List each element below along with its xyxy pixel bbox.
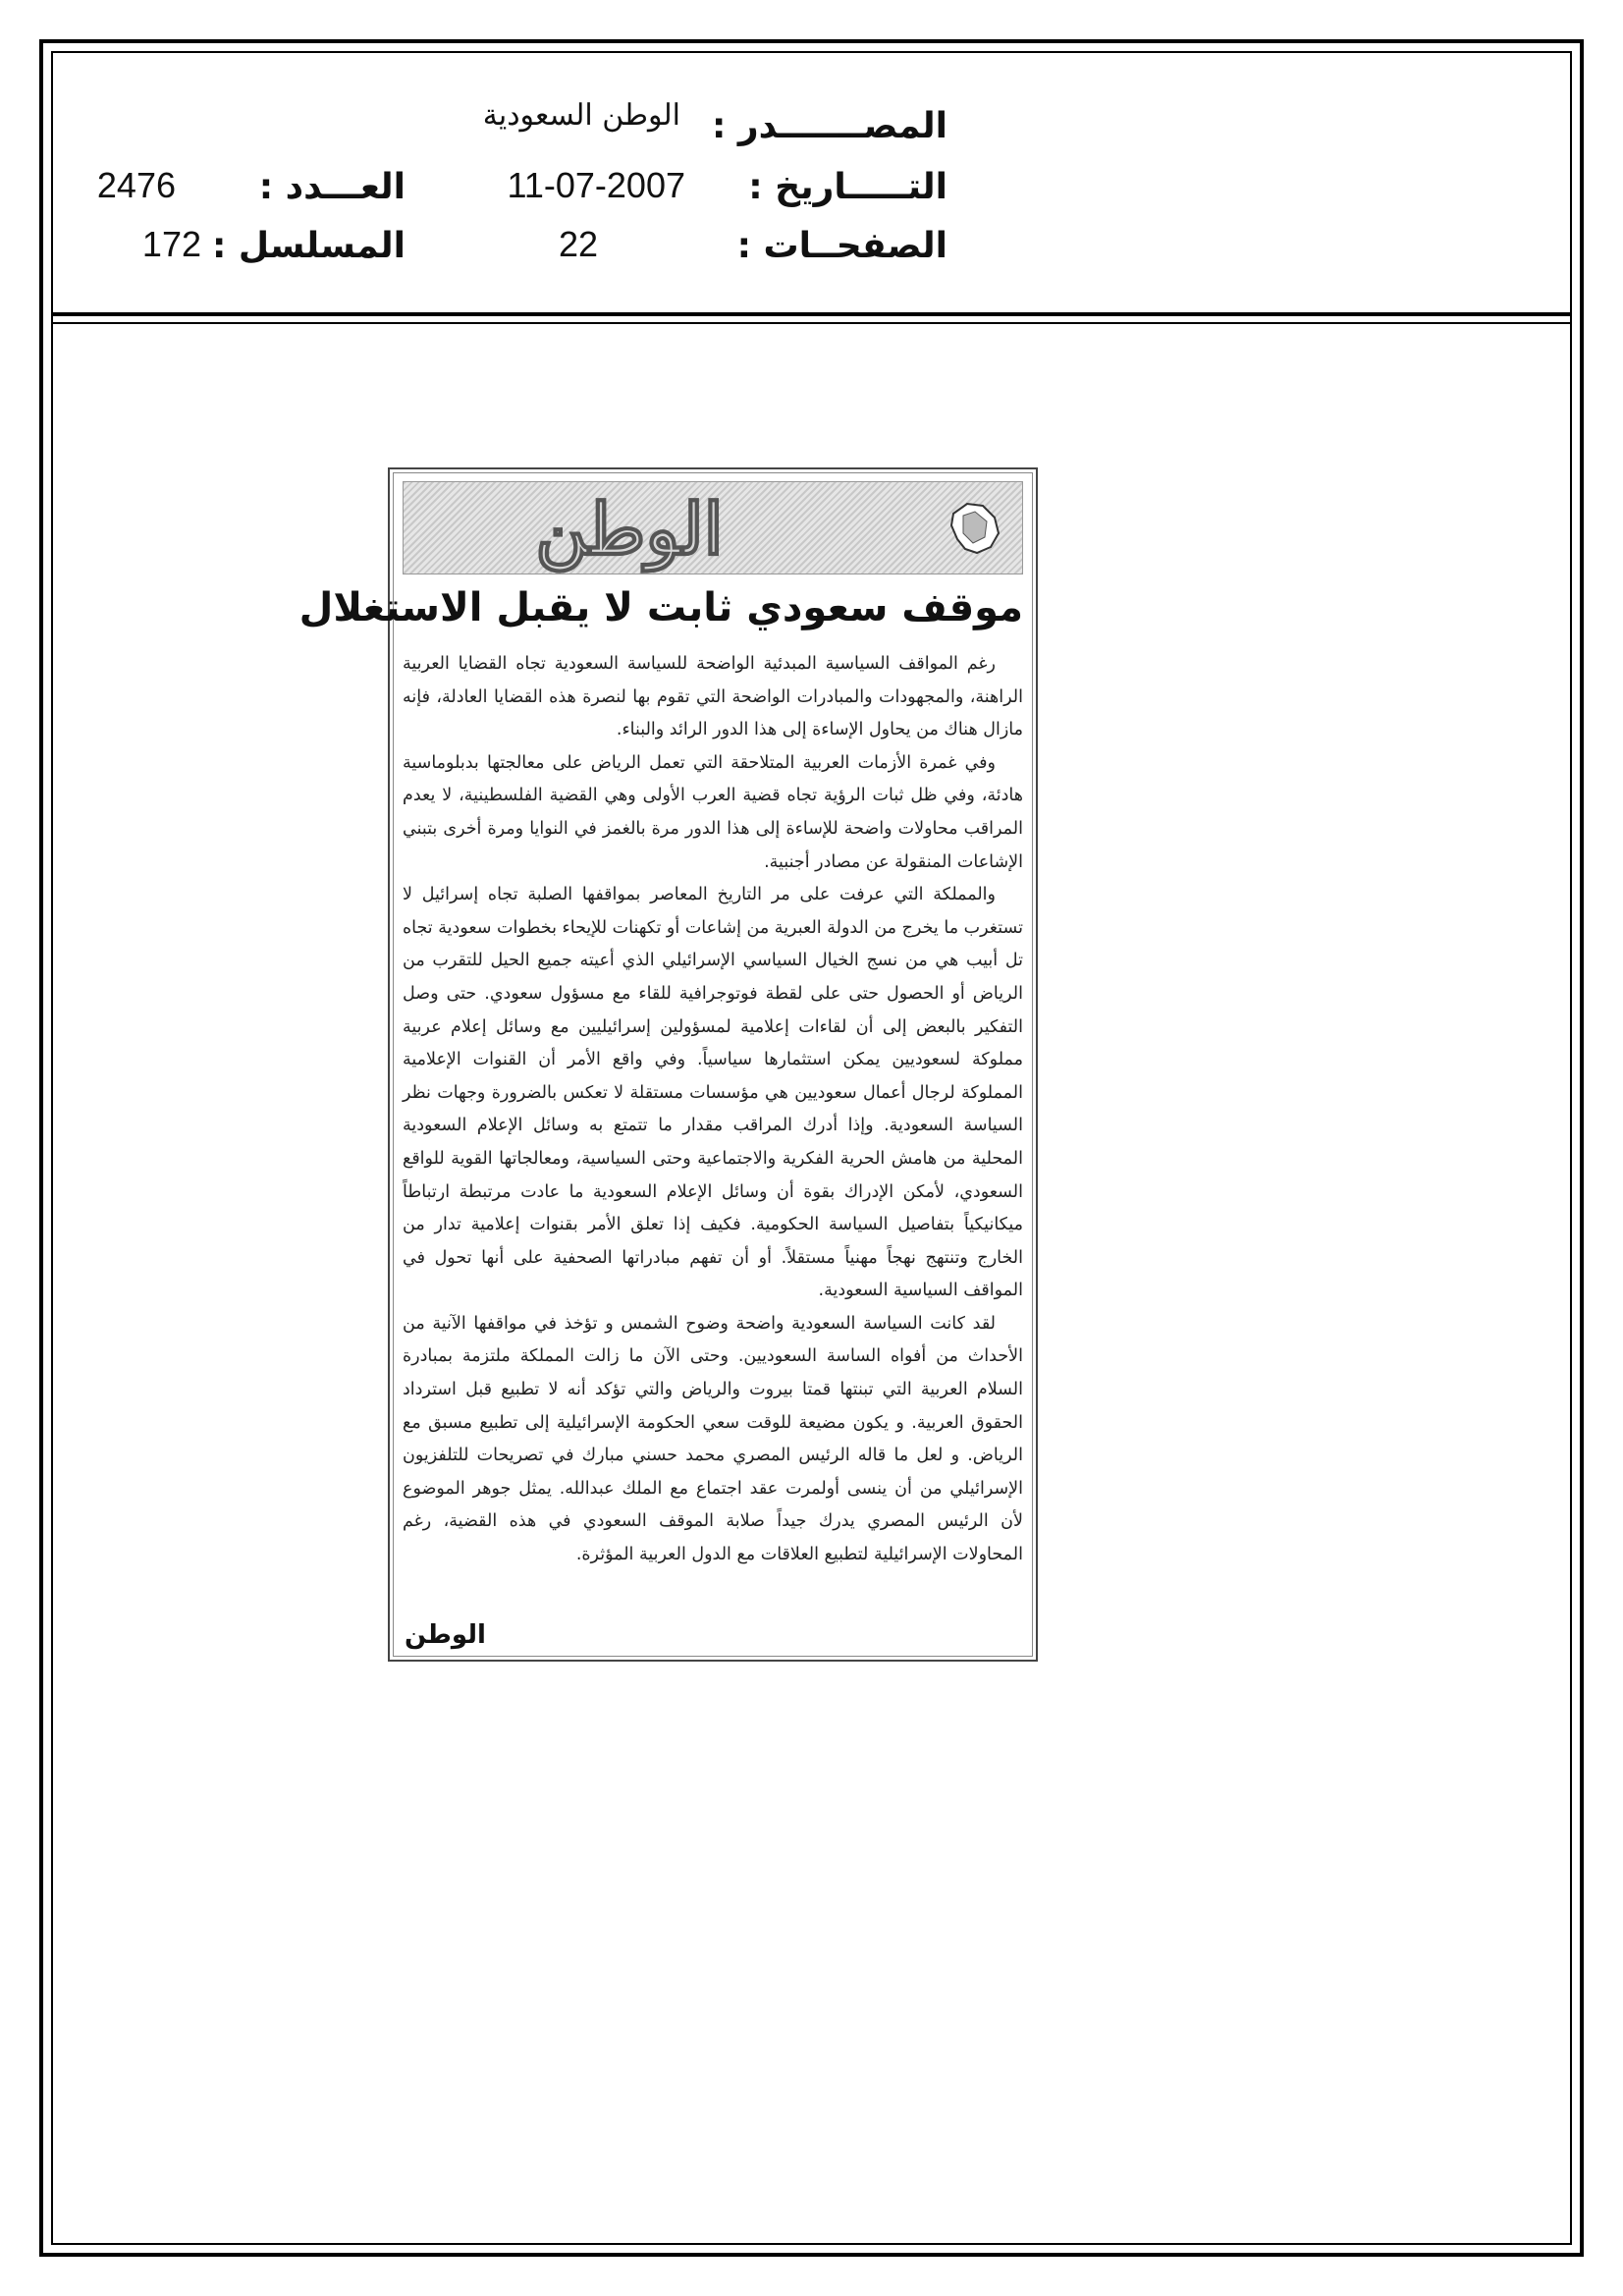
- serial-label: المسلسل :: [211, 226, 406, 266]
- date-value: 11-07-2007: [507, 165, 685, 205]
- issue-label: العـــدد :: [258, 167, 406, 207]
- serial-value: 172: [141, 224, 201, 264]
- article-paragraph-1: رغم المواقف السياسية المبدئية الواضحة للسياسة السعودية تجاه القضايا العربية الراهنة، والمجهودات والمبادرات الواضحة التي تقوم بها لنصرة هذه القضايا العادلة، فإنه مازال هناك من يحاول الإساءة إلى هذا الدور الرائد والبناء.: [403, 654, 1023, 740]
- article-headline: موقف سعودي ثابت لا يقبل الاستغلال: [298, 585, 1023, 630]
- header-divider: [51, 312, 1572, 316]
- pages-label: الصفحــات :: [736, 226, 947, 266]
- article-body: [403, 648, 1023, 1572]
- issue-value: 2476: [96, 165, 176, 205]
- source-value: الوطن السعودية: [482, 98, 680, 133]
- article-paragraph-2: وفي غمرة الأزمات العربية المتلاحقة التي تعمل الرياض على معالجتها بدبلوماسية هادئة، وفي ظل ثبات الرؤية تجاه قضية العرب الأولى وهي القضية الفلسطينية، لا يعدم المراقب محاولات واضحة للإساءة إلى هذا الدور مرة بالغمز في النوايا ومرة أخرى بتبني الإشاعات المنقولة عن مصادر أجنبية.: [403, 752, 1023, 872]
- article-paragraph-4: لقد كانت السياسة السعودية واضحة وضوح الشمس و تؤخذ في مواقفها الآنية من الأحداث من أفواه الساسة السعوديين. وحتى الآن ما زالت المملكة ملتزمة بمبادرة السلام العربية التي تبنتها قمتا بيروت والرياض والتي تؤكد أنه لا تطبيع قبل استرداد الحقوق العربية. و يكون مضيعة للوقت سعي الحكومة الإسرائيلية إلى تطبيع مسبق مع الرياض. و لعل ما قاله الرئيس المصري محمد حسني مبارك في تصريحات للتلفزيون الإسرائيلي من أن ينسى أولمرت عقد اجتماع مع الملك عبدالله. يمثل جوهر الموضوع لأن الرئيس المصري يدرك جيداً صلابة الموقف السعودي في هذه القضية، رغم المحاولات الإسرائيلية لتطبيع العلاقات مع الدول العربية المؤثرة.: [403, 1313, 1023, 1565]
- source-label: المصـــــــدر :: [711, 106, 947, 146]
- pages-value: 22: [558, 224, 598, 264]
- article-signature: الوطن: [405, 1620, 486, 1650]
- date-label: التـــــاريخ :: [748, 167, 947, 207]
- saudi-map-icon: [946, 496, 1004, 559]
- masthead-logo-text: الوطن: [535, 487, 724, 571]
- newspaper-masthead: [403, 481, 1023, 574]
- header-divider-thin: [51, 322, 1572, 324]
- article-paragraph-3: والمملكة التي عرفت على مر التاريخ المعاصر بمواقفها الصلبة تجاه إسرائيل لا تستغرب ما يخرج من الدولة العبرية من إشاعات أو تكهنات للإيحاء بخطوات سعودية تجاه تل أبيب هي من نسج الخيال السياسي الإسرائيلي الذي أعيته جميع الحيل للتقرب من الرياض أو الحصول حتى على لقطة فوتوجرافية للقاء مع مسؤول سعودي. حتى وصل التفكير بالبعض إلى أن لقاءات إعلامية لمسؤولين إسرائيليين مع وسائل إعلام عربية مملوكة لسعوديين يمكن استثمارها سياسياً. وفي واقع الأمر أن القنوات الإعلامية المملوكة لرجال أعمال سعوديين هي مؤسسات مستقلة لا تعكس بالضرورة وجهات نظر السياسة السعودية. وإذا أدرك المراقب مقدار ما تتمتع به وسائل الإعلام السعودية المحلية من هامش الحرية الفكرية والاجتماعية وحتى السياسية، ومعالجاتها القوية للواقع السعودي، لأمكن الإدراك بقوة أن وسائل الإعلام السعودية ما عادت مرتبطة ارتباطاً ميكانيكياً بتفاصيل السياسة الحكومية. فكيف إذا تعلق الأمر بقنوات إعلامية تدار من الخارج وتنتهج نهجاً مهنياً مستقلاً. أو أن تفهم مبادراتها الصحفية على أنها تحول في المواقف السياسية السعودية.: [403, 885, 1023, 1301]
